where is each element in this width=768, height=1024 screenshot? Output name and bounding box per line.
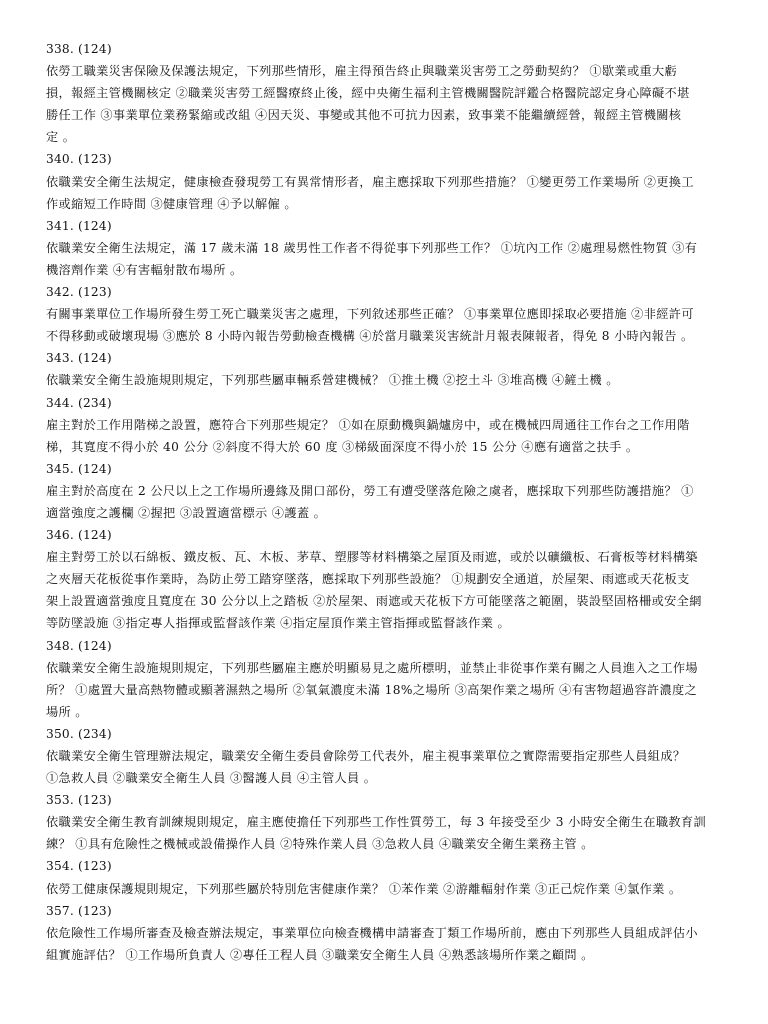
question-text-line: 雇主對於高度在 2 公尺以上之工作場所邊緣及開口部份，勞工有遭受墜落危險之虞者，應採取下列那些防護措施？ ① [46,483,694,498]
question-block [46,148,722,214]
question-block [46,347,722,391]
question-text-line: 勝任工作 ③事業單位業務緊縮或改組 ④因天災、事變或其他不可抗力因素，致事業不能繼續經營，報經主管機關核 [46,108,682,123]
question-text-line: 組實施評估？ ①工作場所負責人 ②專任工程人員 ③職業安全衛生人員 ④熟悉該場所作業之顧問 。 [46,947,594,962]
question-number: 344. (234) [46,395,112,410]
question-block [46,458,722,524]
question-text-line: 等防墜設施 ③指定專人指揮或監督該作業 ④指定屋頂作業主管指揮或監督該作業 。 [46,616,511,631]
question-block [46,855,722,899]
question-number: 354. (123) [46,859,112,874]
question-block [46,524,722,634]
question-block [46,38,722,148]
question-text-line: 之夾層天花板從事作業時，為防止勞工踏穿墜落，應採取下列那些設施？ ①規劃安全通道，於屋架、雨遮或天花板支 [46,572,690,587]
question-text-line: 所？ ①處置大量高熱物體或顯著濕熱之場所 ②氧氣濃度未滿 18%之場所 ③高架作業之場所 ④有害物超過容許濃度之 [46,682,698,697]
question-number: 345. (124) [46,461,112,476]
question-number: 340. (123) [46,152,112,167]
question-text-line: 依職業安全衛生法規定，滿 17 歲未滿 18 歲男性工作者不得從事下列那些工作？ ①坑內工作 ②處理易燃性物質 ③有 [46,240,698,255]
question-number: 348. (124) [46,638,112,653]
question-text-line: 雇主對於工作用階梯之設置，應符合下列那些規定？ ①如在原動機與鍋爐房中，或在機械四周通往工作台之工作用階 [46,417,690,432]
question-number: 342. (123) [46,285,112,300]
question-text-line: 損，報經主管機關核定 ②職業災害勞工經醫療終止後，經中央衛生福利主管機關醫院評鑑合格醫院認定身心障礙不堪 [46,86,690,101]
question-block [46,723,722,789]
question-number: 353. (123) [46,793,112,808]
question-text-line: 有關事業單位工作場所發生勞工死亡職業災害之處理，下列敘述那些正確？ ①事業單位應即採取必要措施 ②非經許可 [46,307,694,322]
question-number: 338. (124) [46,42,112,56]
question-number: 341. (124) [46,218,112,233]
question-number: 343. (124) [46,351,112,366]
question-block [46,900,722,966]
question-number: 346. (124) [46,528,112,543]
question-number: 350. (234) [46,726,112,741]
question-block [46,281,722,347]
question-text-line: 雇主對勞工於以石綿板、鐵皮板、瓦、木板、茅草、塑膠等材料構築之屋頂及雨遮，或於以礦纖板、石膏板等材料構築 [46,550,698,565]
question-text-line: 定 。 [46,130,76,145]
question-block [46,392,722,458]
question-text-line: 不得移動或破壞現場 ③應於 8 小時內報告勞動檢查機構 ④於當月職業災害統計月報表陳報者，得免 8 小時內報告 。 [46,329,694,344]
question-block [46,215,722,281]
question-block [46,635,722,723]
question-text-line: ①急救人員 ②職業安全衛生人員 ③醫護人員 ④主管人員 。 [46,771,377,786]
question-text-line: 適當強度之護欄 ②握把 ③設置適當標示 ④護蓋 。 [46,505,327,520]
document-page [46,38,722,966]
question-text-line: 依勞工職業災害保險及保護法規定，下列那些情形，雇主得預告終止與職業災害勞工之勞動契約？ ①歇業或重大虧 [46,64,678,79]
question-text-line: 場所 。 [46,704,88,719]
question-text-line: 依職業安全衛生管理辦法規定，職業安全衛生委員會除勞工代表外，雇主視事業單位之實際需要指定那些人員組成？ [46,749,686,763]
question-text-line: 梯，其寬度不得小於 40 公分 ②斜度不得大於 60 度 ③梯級面深度不得小於 15 公分 ④應有適當之扶手 。 [46,439,639,454]
question-text-line: 練？ ①具有危險性之機械或設備操作人員 ②特殊作業人員 ③急救人員 ④職業安全衛生業務主管 。 [46,837,594,852]
question-text-line: 架上設置適當強度且寬度在 30 公分以上之踏板 ②於屋架、雨遮或天花板下方可能墜落之範圍，裝設堅固格柵或安全網 [46,594,702,609]
question-text-line: 依職業安全衛生法規定，健康檢查發現勞工有異常情形者，雇主應採取下列那些措施？ ①變更勞工作業場所 ②更換工 [46,174,694,189]
question-text-line: 機溶劑作業 ④有害輻射散布場所 。 [46,262,243,277]
question-text-line: 依職業安全衛生教育訓練規則規定，雇主應使擔任下列那些工作性質勞工，每 3 年接受至少 3 小時安全衛生在職教育訓 [46,815,706,830]
question-number: 357. (123) [46,903,112,918]
question-text-line: 依職業安全衛生設施規則規定，下列那些屬車輛系營建機械？ ①推土機 ②挖土斗 ③堆高機 ④鏟土機 。 [46,373,619,388]
question-text-line: 作或縮短工作時間 ③健康管理 ④予以解僱 。 [46,196,297,211]
question-block [46,789,722,855]
question-text-line: 依危險性工作場所審查及檢查辦法規定，事業單位向檢查機構申請審查丁類工作場所前，應由下列那些人員組成評估小 [46,925,698,940]
question-text-line: 依職業安全衛生設施規則規定，下列那些屬雇主應於明顯易見之處所標明，並禁止非從事作業有關之人員進入之工作場 [46,660,698,675]
question-text-line: 依勞工健康保護規則規定，下列那些屬於特別危害健康作業？ ①苯作業 ②游離輻射作業 ③正己烷作業 ④氯作業 。 [46,881,682,896]
